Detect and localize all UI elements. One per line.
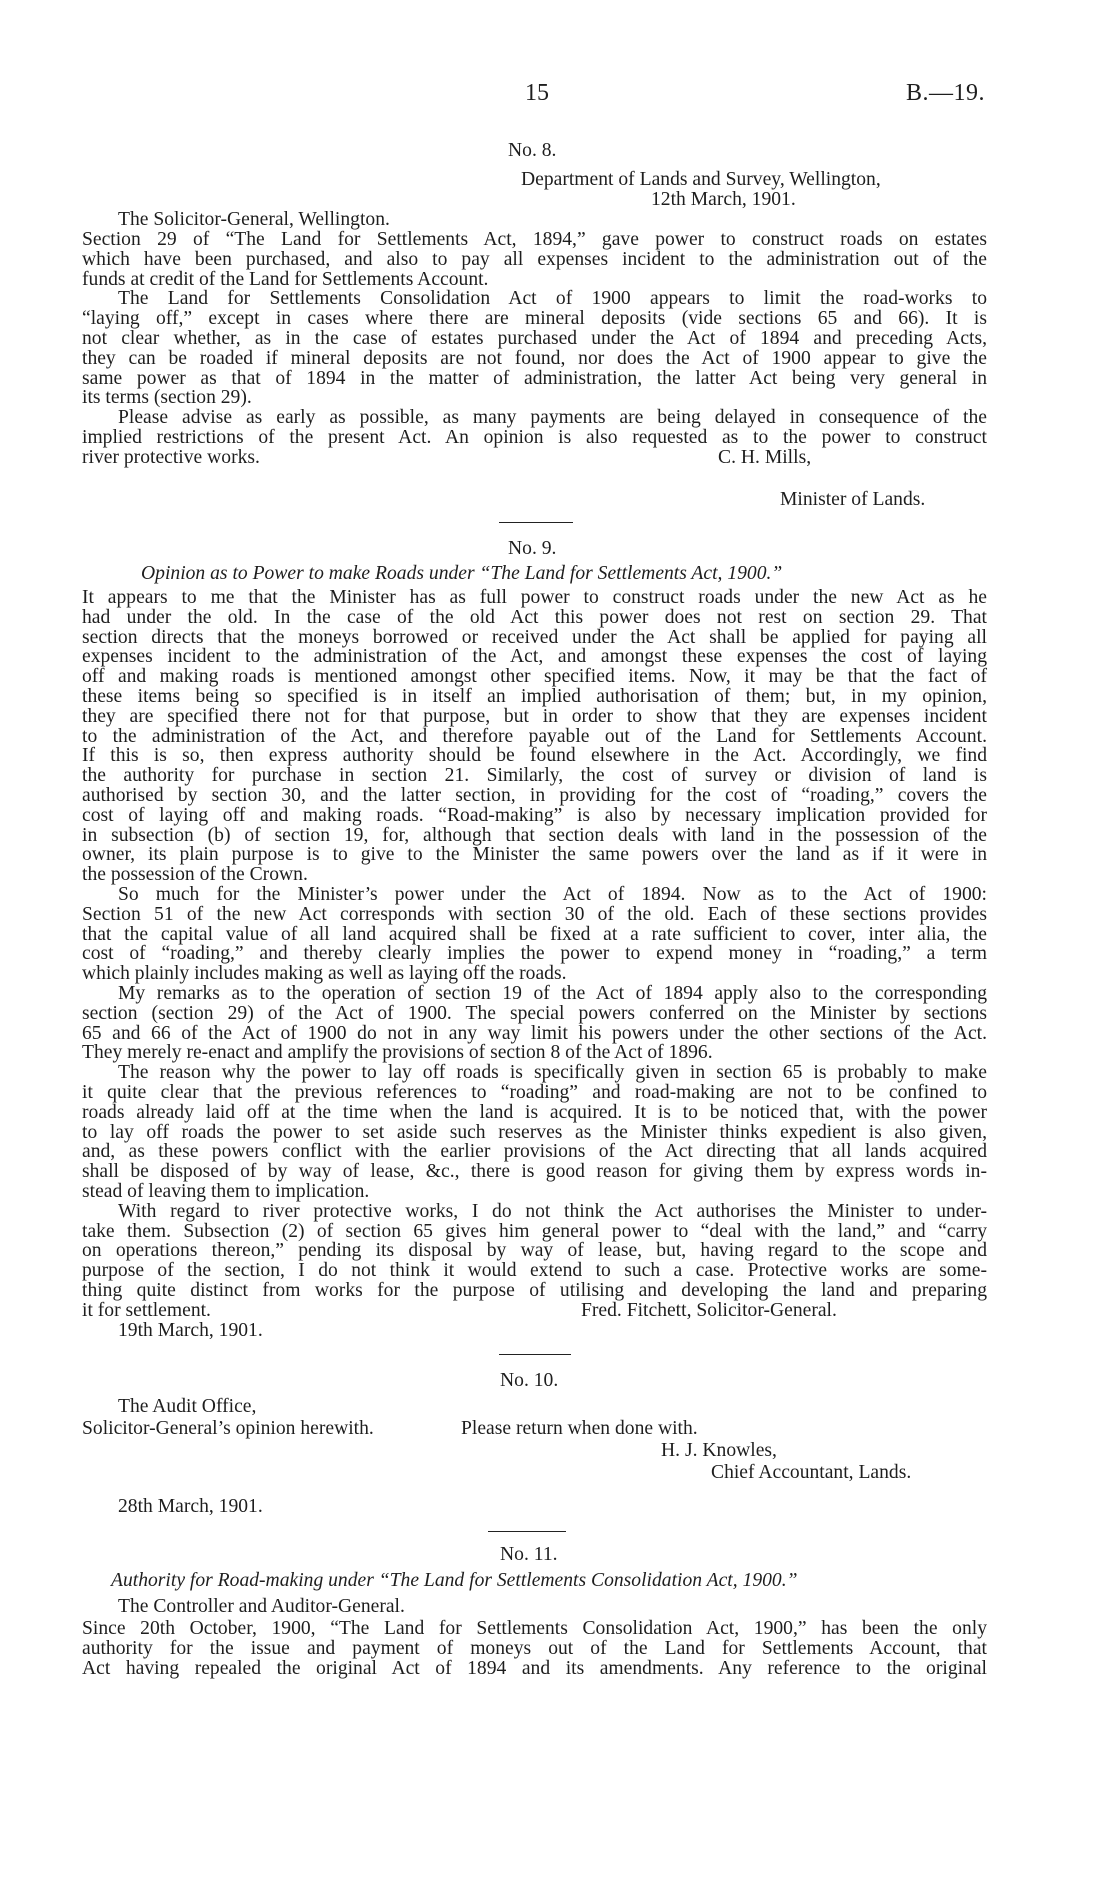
no10-signature-title: Chief Accountant, Lands. xyxy=(711,1462,912,1483)
no11-line: Since 20th October, 1900, “The Land for Settlements Consolidation Act, 1900,” has been the only xyxy=(82,1618,987,1639)
no9-line: roads already laid off at the time when the land is acquired. It is to be noticed that, with the power xyxy=(82,1101,987,1123)
no9-number: No. 9. xyxy=(508,538,557,559)
no8-line: not clear whether, as in the case of estates purchased under the Act of 1894 and preceding Acts, xyxy=(82,327,987,349)
no9-line: it for settlement. xyxy=(82,1299,211,1321)
section-divider xyxy=(499,522,573,523)
no11-line: Act having repealed the original Act of 1894 and its amendments. Any reference to the original xyxy=(82,1657,987,1679)
no8-signature: C. H. Mills, xyxy=(718,447,812,468)
no8-line: implied restrictions of the present Act. An opinion is also requested as to the power to construct xyxy=(82,426,987,448)
no9-line: off and making roads is mentioned amongst other specified items. Now, it may be that the fact of xyxy=(82,666,987,688)
no10-addressee: The Audit Office, xyxy=(118,1396,257,1417)
no9-line: section (section 29) of the Act of 1900. The special powers conferred on the Minister by sections xyxy=(82,1002,987,1024)
no9-line: With regard to river protective works, I do not think the Act authorises the Minister to under- xyxy=(118,1200,987,1222)
no8-line: The Land for Settlements Consolidation Act of 1900 appears to limit the road-works to xyxy=(118,288,987,310)
no9-line: authorised by section 30, and the latter section, in providing for the cost of “roading,” covers the xyxy=(82,784,987,806)
no8-line: which have been purchased, and also to pay all expenses incident to the administration out of the xyxy=(82,248,987,270)
no11-heading: Authority for Road-making under “The Land for Settlements Consolidation Act, 1900.” xyxy=(111,1570,798,1591)
no8-line: they can be roaded if mineral deposits are not found, nor does the Act of 1900 appear to give the xyxy=(82,347,987,369)
no8-line: funds at credit of the Land for Settlements Account. xyxy=(82,268,489,290)
no8-signature-title: Minister of Lands. xyxy=(780,489,926,510)
no9-line: which plainly includes making as well as laying off the roads. xyxy=(82,963,567,985)
no9-line: section directs that the moneys borrowed or received under the Act shall be applied for paying all xyxy=(82,626,987,648)
no9-line: it quite clear that the previous references to “roading” and road-making are not to be confined to xyxy=(82,1081,987,1103)
no9-line: in subsection (b) of section 19, for, although that section deals with land in the possession of the xyxy=(82,824,987,846)
no9-line: to the administration of the Act, and therefore payable out of the Land for Settlements Account. xyxy=(82,725,987,747)
no9-line: So much for the Minister’s power under the Act of 1894. Now as to the Act of 1900: xyxy=(118,883,987,905)
no11-number: No. 11. xyxy=(500,1544,558,1565)
no9-line: the possession of the Crown. xyxy=(82,864,308,886)
no9-line: owner, its plain purpose is to give to the Minister the same powers over the land as if it were in xyxy=(82,844,987,866)
no9-line: that the capital value of all land acquired shall be fixed at a rate sufficient to cover, inter alia, the xyxy=(82,923,987,945)
no9-line: on operations thereon,” pending its disposal by way of lease, but, having regard to the scope and xyxy=(82,1240,987,1262)
no9-line: They merely re-enact and amplify the provisions of section 8 of the Act of 1896. xyxy=(82,1042,713,1064)
no9-signature: Fred. Fitchett, Solicitor-General. xyxy=(581,1300,837,1321)
no8-body xyxy=(82,230,987,468)
no9-line: these items being so specified is in itself an implied authorisation of them; but, in my opinion, xyxy=(82,685,987,707)
section-divider xyxy=(488,1531,566,1532)
no10-body-b: Please return when done with. xyxy=(461,1418,698,1439)
no9-line: stead of leaving them to implication. xyxy=(82,1180,370,1202)
no8-line: river protective works. xyxy=(82,446,260,468)
no9-line: expenses incident to the administration of the Act, and amongst these expenses the cost of laying xyxy=(82,646,987,668)
no9-line: had under the old. In the case of the old Act this power does not rest on section 29. That xyxy=(82,606,987,628)
no9-line: The reason why the power to lay off roads is specifically given in section 65 is probably to make xyxy=(118,1062,987,1084)
no11-addressee: The Controller and Auditor-General. xyxy=(118,1596,405,1617)
no9-line: It appears to me that the Minister has as full power to construct roads under the new Act as he xyxy=(82,587,987,608)
no9-line: take them. Subsection (2) of section 65 gives him general power to “deal with the land,” and “carry xyxy=(82,1220,987,1242)
no9-line: If this is so, then express authority should be found elsewhere in the Act. Accordingly, we find xyxy=(82,745,987,767)
no9-line: shall be disposed of by way of lease, &c., there is good reason for giving them by express words in- xyxy=(82,1161,987,1183)
no9-line: Section 51 of the new Act corresponds with section 30 of the old. Each of these sections provides xyxy=(82,903,987,925)
no9-line: 65 and 66 of the Act of 1900 do not in any way limit his powers under the other sections of the Act. xyxy=(82,1022,987,1044)
no10-date: 28th March, 1901. xyxy=(118,1496,263,1517)
no8-addressee: The Solicitor-General, Wellington. xyxy=(118,209,390,230)
no8-department-line: Department of Lands and Survey, Wellington, xyxy=(521,169,881,190)
section-divider xyxy=(499,1354,571,1355)
no8-line: Please advise as early as possible, as many payments are being delayed in consequence of the xyxy=(118,407,987,429)
no8-line: same power as that of 1894 in the matter of administration, the latter Act being very general in xyxy=(82,367,987,389)
no8-date: 12th March, 1901. xyxy=(651,189,796,210)
no9-line: to lay off roads the power to set aside such reserves as the Minister thinks expedient is also given, xyxy=(82,1121,987,1143)
no10-body-a: Solicitor-General’s opinion herewith. xyxy=(82,1418,374,1439)
no8-number: No. 8. xyxy=(508,140,557,161)
no9-line: purpose of the section, I do not think it would extend to such a case. Protective works are some- xyxy=(82,1260,987,1282)
no11-line: authority for the issue and payment of moneys out of the Land for Settlements Account, that xyxy=(82,1637,987,1659)
page-number: 15 xyxy=(525,80,549,106)
no9-line: they are specified there not for that purpose, but in order to show that they are expenses incident xyxy=(82,705,987,727)
no10-number: No. 10. xyxy=(500,1370,559,1391)
no8-line: its terms (section 29). xyxy=(82,387,252,409)
no9-line: My remarks as to the operation of section 19 of the Act of 1894 apply also to the corresponding xyxy=(118,982,987,1004)
no9-line: and, as these powers conflict with the earlier provisions of the Act directing that all lands acquired xyxy=(82,1141,987,1163)
no9-heading: Opinion as to Power to make Roads under “The Land for Settlements Act, 1900.” xyxy=(141,563,783,584)
no9-body xyxy=(82,588,987,1320)
no9-line: cost of laying off and making roads. “Road-making” is also by necessary implication provided for xyxy=(82,804,987,826)
no11-body xyxy=(82,1619,987,1678)
no8-line: Section 29 of “The Land for Settlements Act, 1894,” gave power to construct roads on estates xyxy=(82,229,987,250)
no9-line: the authority for purchase in section 21. Similarly, the cost of survey or division of land is xyxy=(82,765,987,787)
no10-signature: H. J. Knowles, xyxy=(661,1440,777,1461)
no8-line: “laying off,” except in cases where there are mineral deposits (vide sections 65 and 66). It is xyxy=(82,308,987,330)
no9-date: 19th March, 1901. xyxy=(118,1320,263,1341)
no9-line: cost of “roading,” and thereby clearly implies the power to expend money in “roading,” a term xyxy=(82,943,987,965)
document-reference: B.—19. xyxy=(906,80,986,106)
no9-line: thing quite distinct from works for the purpose of utilising and developing the land and preparing xyxy=(82,1279,987,1301)
